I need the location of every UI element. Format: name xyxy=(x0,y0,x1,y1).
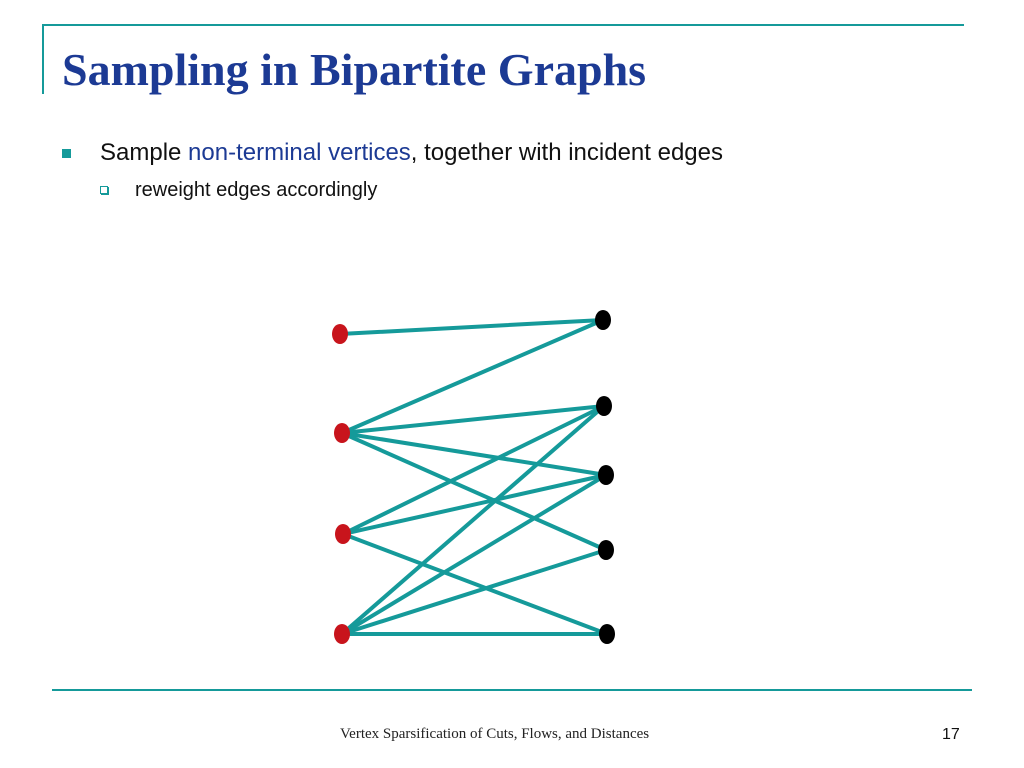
vertex-r5 xyxy=(599,624,615,644)
bullet-main-prefix: Sample xyxy=(100,139,189,166)
bullet-main-highlight: non-terminal vertices xyxy=(188,139,411,166)
vertex-r1 xyxy=(595,310,611,330)
edge-layer xyxy=(340,320,607,634)
edge-l2-r4 xyxy=(342,433,606,550)
edge-l2-r2 xyxy=(342,406,604,433)
vertex-l1 xyxy=(332,324,348,344)
bullet-main-suffix: , together with incident edges xyxy=(410,139,723,166)
vertex-r3 xyxy=(598,465,614,485)
vertex-r2 xyxy=(596,396,612,416)
slide-title: Sampling in Bipartite Graphs xyxy=(62,44,647,95)
bottom-rule xyxy=(52,689,972,691)
edge-l1-r1 xyxy=(340,320,603,334)
footer-text: Vertex Sparsification of Cuts, Flows, and Distances xyxy=(340,726,650,742)
vertex-l2 xyxy=(334,423,350,443)
edge-l4-r3 xyxy=(342,475,606,634)
page-number: 17 xyxy=(942,726,960,743)
edge-l2-r1 xyxy=(342,320,603,433)
vertex-r4 xyxy=(598,540,614,560)
edge-l4-r4 xyxy=(342,550,606,634)
edge-l3-r3 xyxy=(343,475,606,534)
bullet-sub-text: reweight edges accordingly xyxy=(135,178,378,201)
vertex-l3 xyxy=(335,524,351,544)
vertex-l4 xyxy=(334,624,350,644)
